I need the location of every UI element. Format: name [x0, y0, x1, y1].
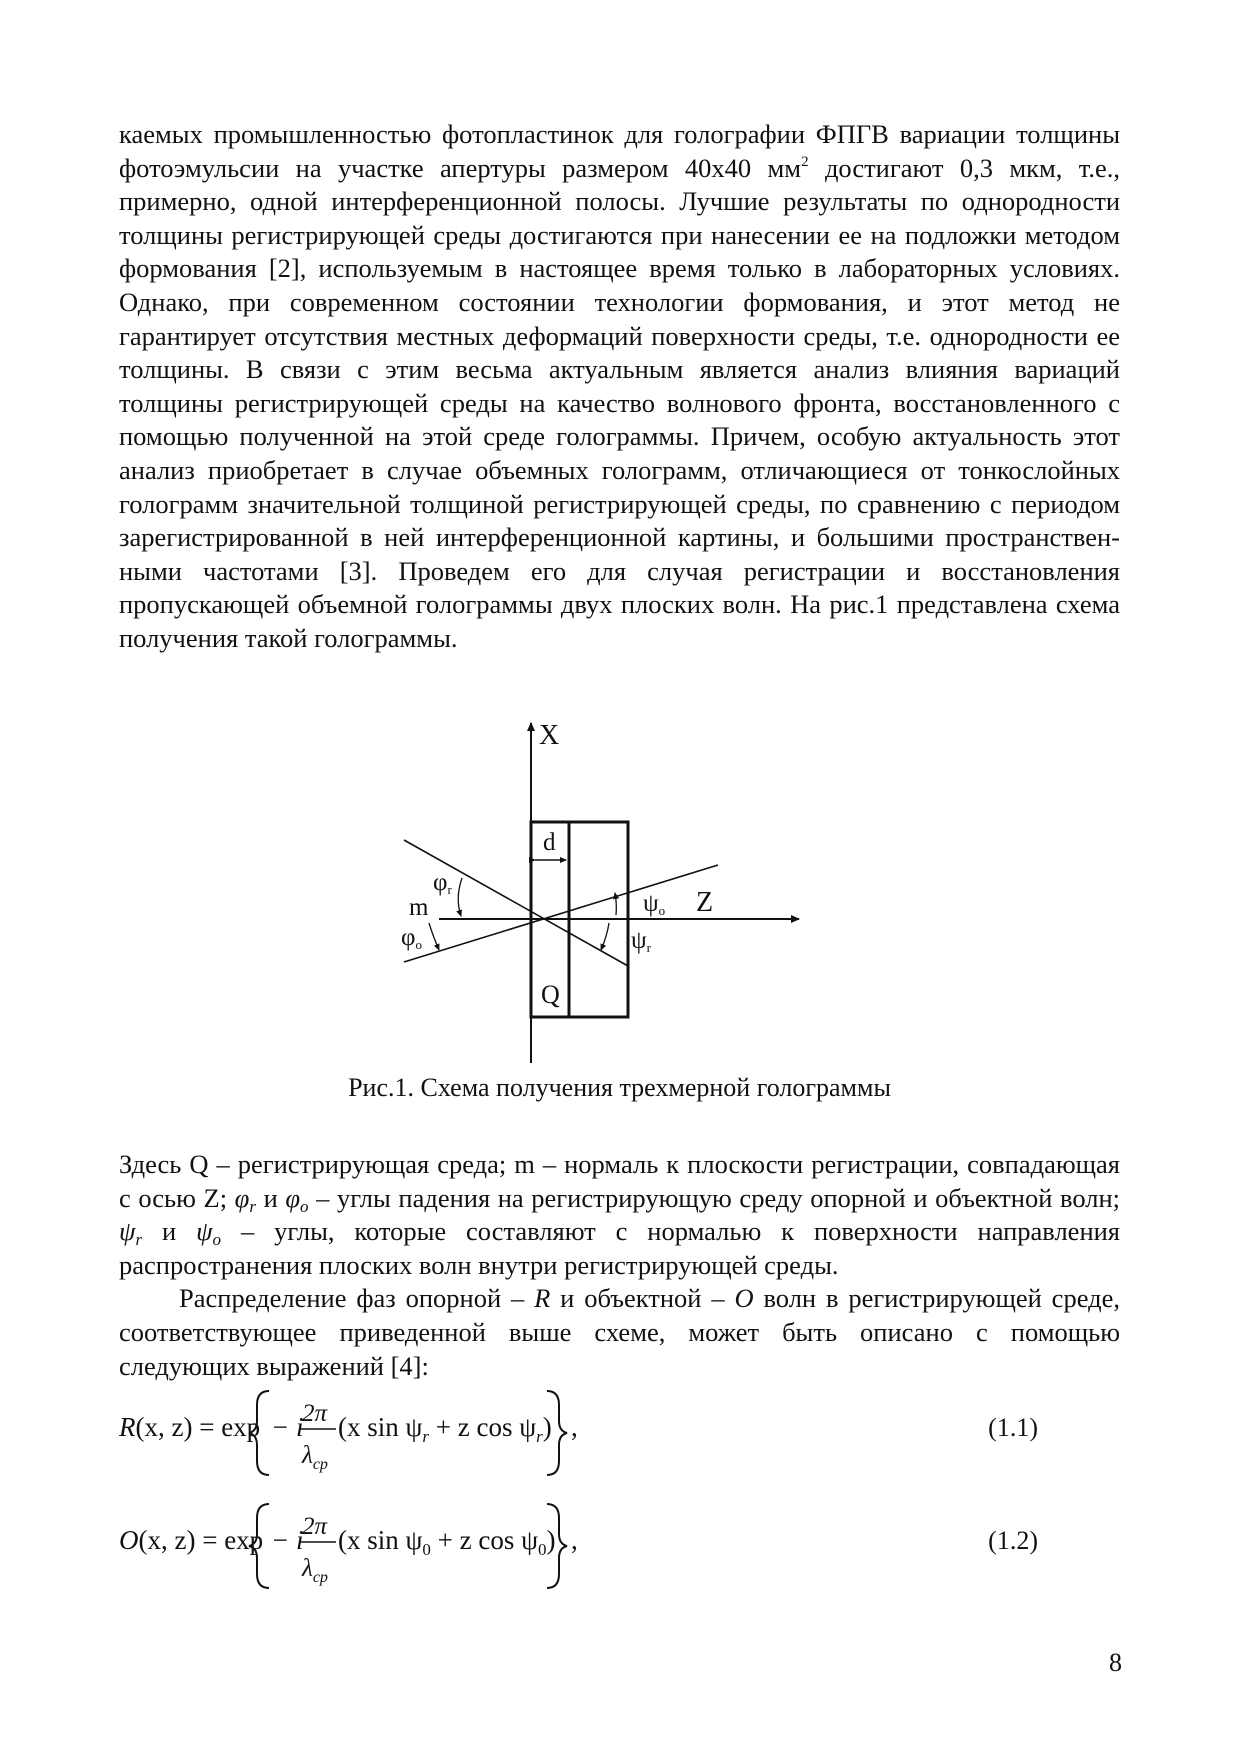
figure-1	[119, 718, 1120, 1218]
angle-arc-phi-r	[458, 878, 462, 916]
page-number: 8	[1109, 1648, 1122, 1677]
svg-text:λср: $\lambda_{ср}$	[302, 1442, 328, 1473]
page-content	[119, 118, 1120, 1586]
symbol-O: O	[734, 1283, 754, 1314]
phase-text-1: Распределение фаз опорной –	[179, 1283, 535, 1314]
symbol-phi-o: φ	[285, 1182, 301, 1213]
svg-text:− i: − i	[271, 1525, 304, 1555]
label-phi-o: φo	[401, 924, 422, 952]
sub-o-2: o	[212, 1230, 222, 1250]
angle-arc-psi-r	[601, 923, 609, 950]
svg-text:(x sin ψr + z cos ψr): (x $\sin \psi_r + z$ $\cos \psi_r$)	[338, 1412, 552, 1446]
symbol-phi-r: φ	[234, 1182, 250, 1213]
conj-1: и	[255, 1182, 286, 1213]
svg-text:λср: $\lambda_{ср}$	[302, 1555, 328, 1586]
section-after-figure	[119, 1148, 1120, 1383]
notation-text-1: Здесь Q – регистрирующая среда; m – нормаль к плоскости регистрации, совпадающая с осью Z;	[119, 1149, 1120, 1213]
label-thickness-d: d	[543, 829, 556, 856]
superscript-squared: 2	[801, 153, 809, 170]
hologram-scheme-diagram	[401, 718, 819, 1068]
svg-text:(x sin ψ0 + z cos ψ0): (x $\sin \psi_0 + z$ $\cos \psi_0$)	[338, 1525, 556, 1559]
paragraph-phase	[119, 1282, 1120, 1383]
svg-text:2π: 2π	[302, 1513, 328, 1540]
label-medium-q: Q	[541, 980, 560, 1009]
angle-arc-phi-o	[429, 923, 439, 950]
notation-text-2: углы падения на регистрирующую среду опорной и объектной волн;	[336, 1182, 1120, 1213]
svg-text:− i: − i	[271, 1412, 304, 1442]
svg-text:2π: 2π	[302, 1400, 328, 1427]
label-psi-o: ψo	[643, 890, 666, 918]
intro-text-a: каемых промышленностью фотопластинок для голографии ФПГВ вариации толщины фотоэмульсии на участке апертуры размером 40x40 мм	[119, 119, 1120, 183]
notation-text-3: – углы, которые составляют с нормалью к поверхности направления распространения плоских волн внутри регистрирующей среды.	[119, 1216, 1120, 1280]
sub-r-2: r	[135, 1230, 143, 1250]
phase-text-2: и объектной –	[550, 1283, 735, 1314]
label-x-axis: X	[539, 720, 560, 751]
label-psi-r: ψr	[631, 927, 651, 955]
equation-1-1	[119, 1383, 1120, 1483]
equation-1-1-svg	[119, 1383, 819, 1483]
label-phi-r: φr	[433, 869, 452, 897]
object-ray	[404, 865, 718, 962]
svg-text:,: ,	[571, 1525, 578, 1555]
svg-text:,: ,	[571, 1412, 578, 1442]
phase-text-3: волн в регистрирующей среде, соответствующее приведенной выше схеме, может быть описано с помощью следующих выражений [4]:	[119, 1283, 1120, 1381]
sub-r-1: r	[249, 1196, 256, 1216]
angle-arc-psi-o	[615, 893, 616, 915]
equation-1-2	[119, 1496, 1120, 1596]
figure-caption: Рис.1. Схема получения трехмерной голограммы	[348, 1073, 891, 1102]
equation-number-1-1: (1.1)	[988, 1413, 1038, 1442]
conj-2: и	[142, 1216, 197, 1247]
symbol-R: R	[534, 1283, 551, 1314]
equation-number-1-2: (1.2)	[988, 1526, 1038, 1555]
intro-text-b: достигают 0,3 мкм, т.е., примерно, одной интерференционной полосы. Лучшие результаты по однородности толщины регистрирующей среды достигаются при нанесении ее на подложки методом формования [2], используемым в настоящее время только в лабораторных условиях. Однако, при современном состоянии технологии формования, и этот метод не гарантирует отсутствия местных деформаций поверхности среды, т.е. однородности ее толщины. В связи с этим весьма актуальным является анализ влияния вариаций толщины регистрирующей среды на качество волнового фронта, восстановленного с помощью полученной на этой среде голограммы. Причем, особую актуальность этот анализ приобретает в случае объемных голограмм, отличающиеся от тонкослойных голограмм значительной толщиной регистрирующей среды, по сравнению с периодом зарегистрированной в ней интерференционной картины, и большими пространственными частотами [3]. Проведем его для случая регистрации и восстановления пропускающей объемной голограммы двух плоских волн. На рис.1 представлена схема получения такой голограммы.	[119, 152, 1120, 653]
paragraph-intro	[119, 118, 1120, 656]
symbol-psi-o: ψ	[196, 1216, 213, 1247]
label-z-axis: Z	[696, 887, 714, 918]
symbol-psi-r: ψ	[119, 1216, 136, 1247]
dash-1: –	[308, 1182, 337, 1213]
label-normal-m: m	[409, 894, 429, 921]
svg-text:O(x, z) = exp: O(x, z) = exp	[119, 1525, 264, 1555]
equation-1-2-svg	[119, 1496, 819, 1596]
paragraph-notation	[119, 1148, 1120, 1282]
svg-text:R(x, z) = exp: R(x, z) = exp	[119, 1412, 261, 1442]
sub-o-1: o	[300, 1196, 309, 1216]
